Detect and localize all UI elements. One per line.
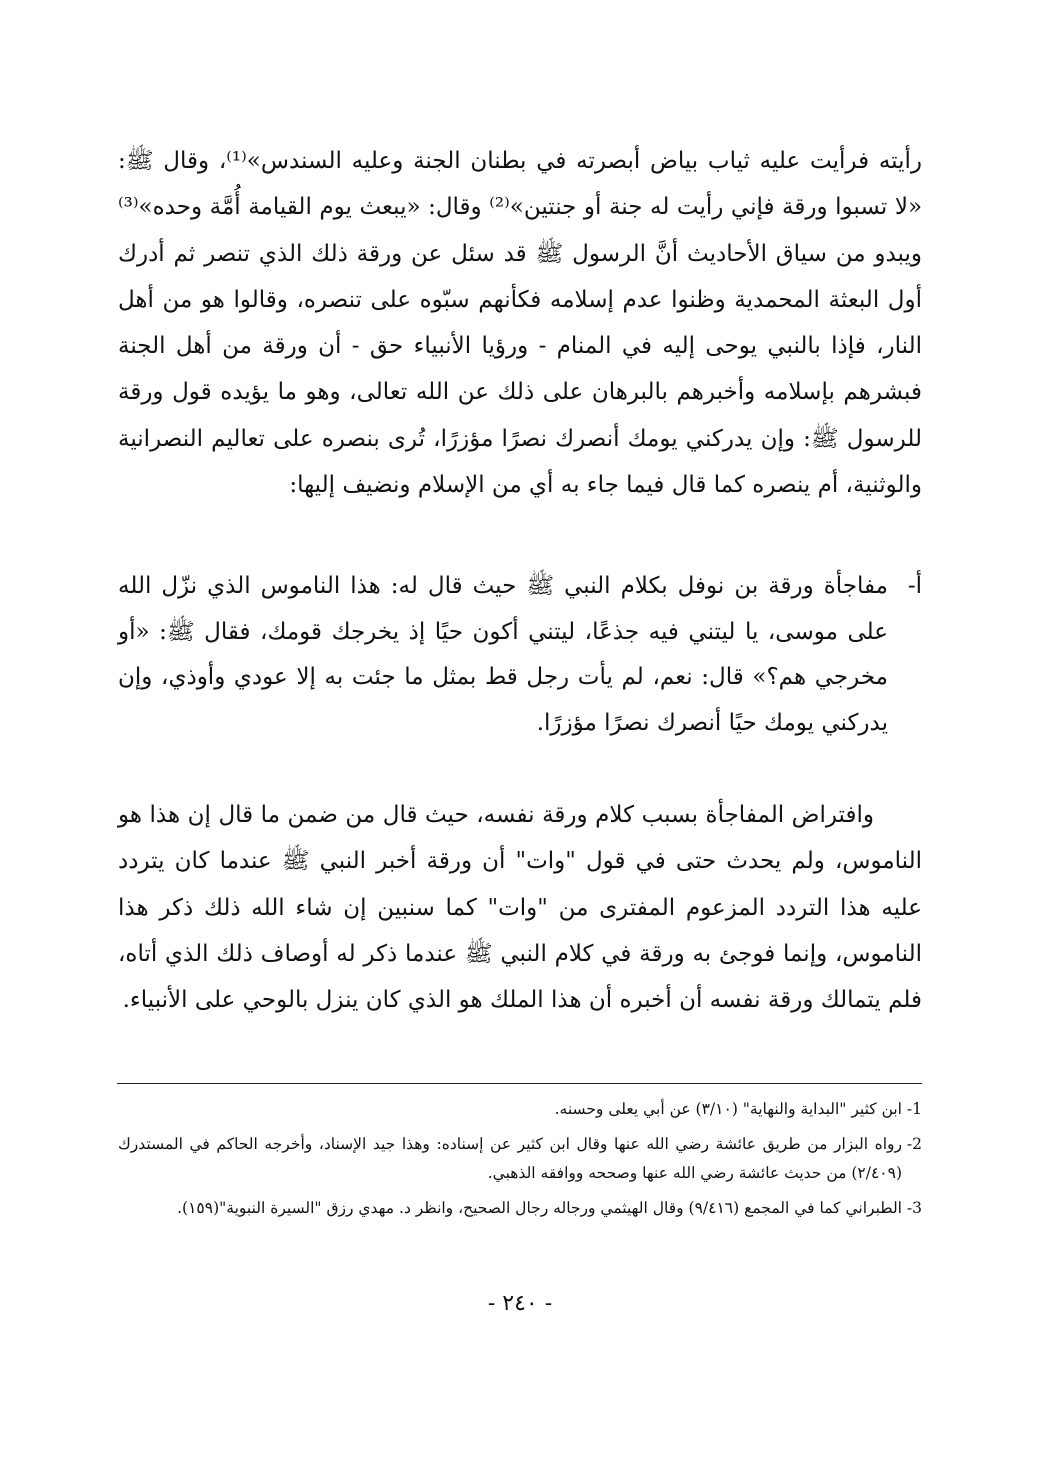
footnote-number: 1- [906, 1100, 922, 1118]
list-item-text: مفاجأة ورقة بن نوفل بكلام النبي ﷺ حيث قال له: هذا الناموس الذي نزّل الله على موسى، يا ليتني فيه جذعًا، ليتني أكون حيًا إذ يخرجك قومك، فقال ﷺ: «أو مخرجي هم؟» قال: نعم، لم يأت رجل قط بمثل ما جئت به إلا عودي وأوذي، وإن يدركني يومك حيًا أنصرك نصرًا مؤزرًا. [118, 573, 888, 736]
footnote-1 [118, 1095, 922, 1125]
footnote-text: رواه البزار من طريق عائشة رضي الله عنها وقال ابن كثير عن إسناده: وهذا جيد الإسناد، وأخرجه الحاكم في المستدرك (٢/٤٠٩) من حديث عائشة رضي الله عنها وصححه ووافقه الذهبي. [118, 1134, 902, 1182]
footnote-text: ابن كثير "البداية والنهاية" (٣/١٠) عن أبي يعلى وحسنه. [554, 1100, 902, 1118]
list-item-alif [118, 564, 922, 746]
list-item-marker: أ- [907, 573, 922, 599]
footnote-3 [118, 1194, 922, 1224]
page-number: - ٢٤٠ - [487, 1291, 553, 1316]
footnote-text: الطبراني كما في المجمع (٩/٤١٦) وقال الهيثمي ورجاله رجال الصحيح، وانظر د. مهدي رزق "السيرة النبوية"(١٥٩). [177, 1198, 902, 1217]
footnote-separator [117, 1083, 922, 1084]
footnotes [118, 1095, 922, 1228]
footnote-number: 3- [906, 1198, 922, 1217]
body-paragraph-1: رأيته فرأيت عليه ثياب بياض أبصرته في بطنان الجنة وعليه السندس»⁽¹⁾، وقال ﷺ: «لا تسبوا ورقة فإني رأيت له جنة أو جنتين»⁽²⁾ وقال: «يبعث يوم القيامة أُمَّة وحده»⁽³⁾ ويبدو من سياق الأحاديث أنَّ الرسول ﷺ قد سئل عن ورقة ذلك الذي تنصر ثم أدرك أول البعثة المحمدية وظنوا عدم إسلامه فكأنهم سبّوه على تنصره، وقالوا هو من أهل النار، فإذا بالنبي يوحى إليه في المنام - ورؤيا الأنبياء حق - أن ورقة من أهل الجنة فبشرهم بإسلامه وأخبرهم بالبرهان على ذلك عن الله تعالى، وهو ما يؤيده قول ورقة للرسول ﷺ: وإن يدركني يومك أنصرك نصرًا مؤزرًا، تُرى بنصره على تعاليم النصرانية والوثنية، أم ينصره كما قال فيما جاء به أي من الإسلام ونضيف إليها: [118, 148, 923, 499]
body-paragraph-2: وافتراض المفاجأة بسبب كلام ورقة نفسه، حيث قال من ضمن ما قال إن هذا هو الناموس، ولم يحدث حتى في قول "وات" أن ورقة أخبر النبي ﷺ عندما كان يتردد عليه هذا التردد المزعوم المفترى من "وات" كما سنبين إن شاء الله ذلك ذكر هذا الناموس، وإنما فوجئ به ورقة في كلام النبي ﷺ عندما ذكر له أوصاف ذلك الذي أتاه، فلم يتمالك ورقة نفسه أن أخبره أن هذا الملك هو الذي كان ينزل بالوحي على الأنبياء. [118, 802, 922, 1014]
footnote-number: 2- [906, 1134, 922, 1153]
footnote-2 [118, 1130, 922, 1189]
